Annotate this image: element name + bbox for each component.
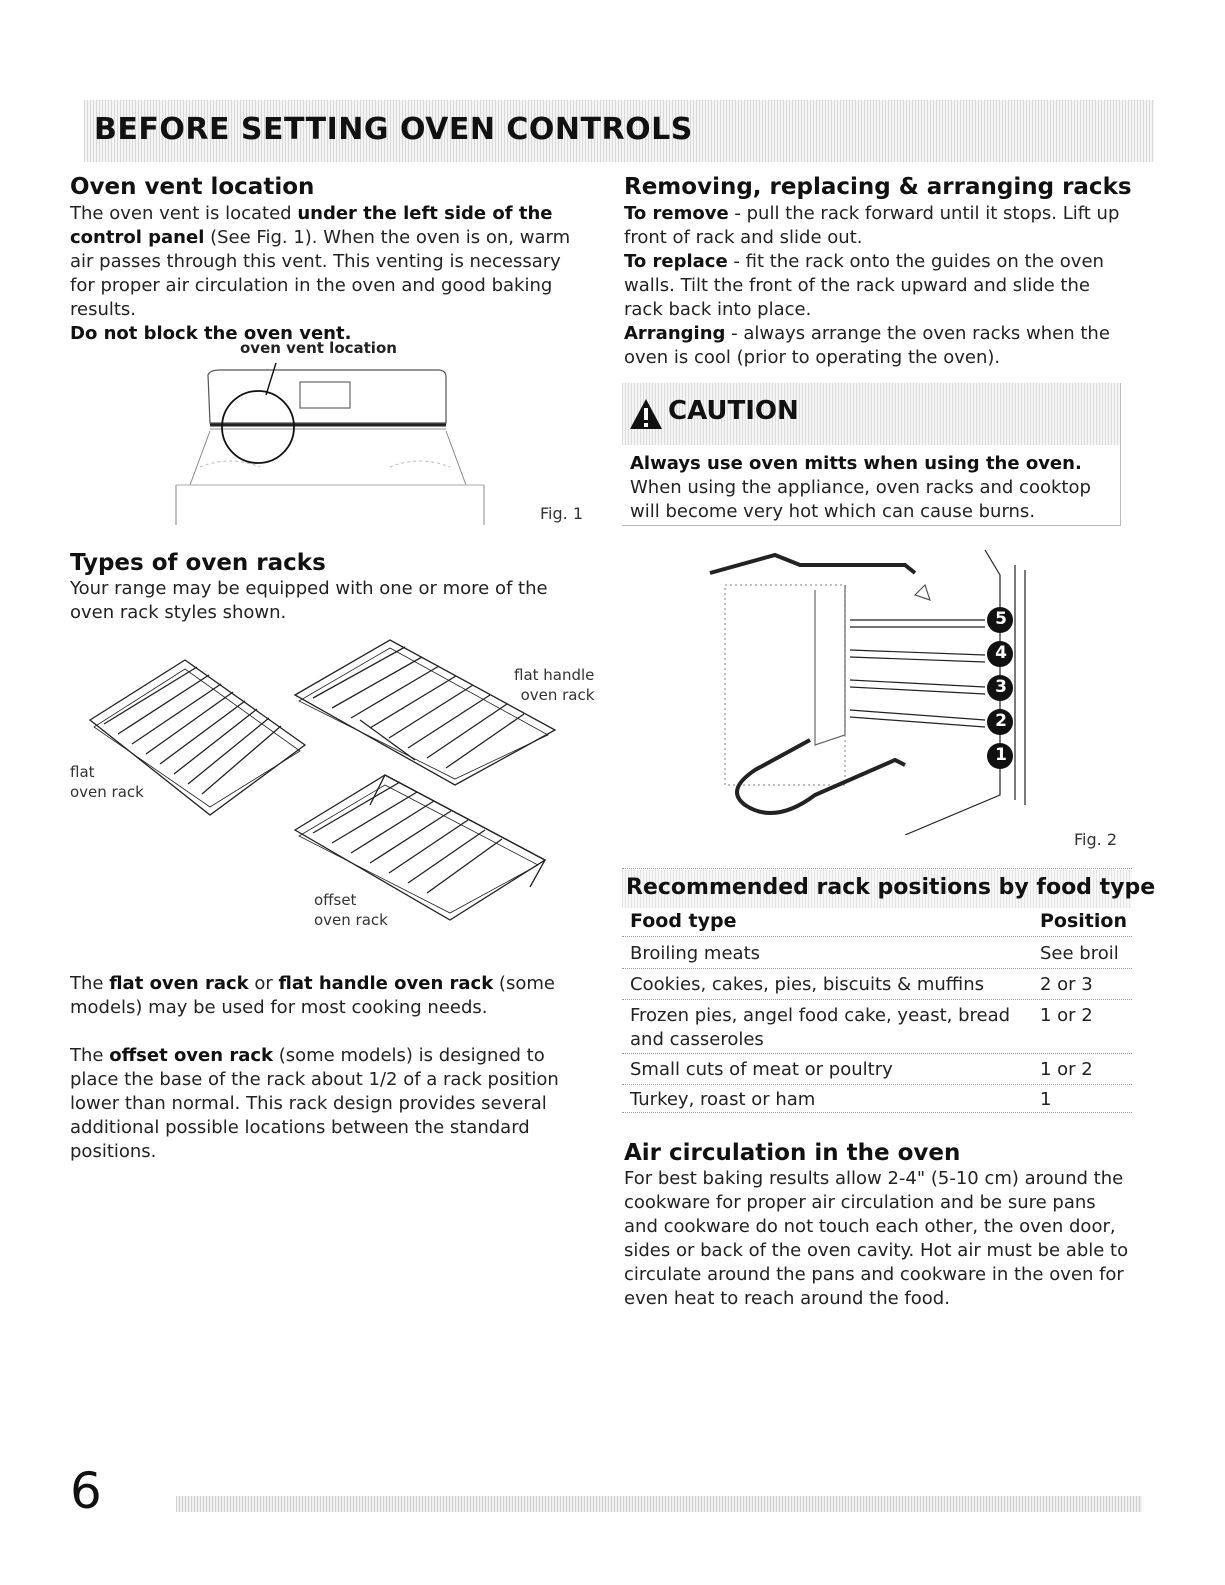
arranging-paragraph: To remove - pull the rack forward until it stops. Lift up front of rack and slide out. To replace - fit the rack onto the guides on the oven walls. Tilt the front of the rack upward and slide the rack back into place. Arranging - always arrange the oven racks when the oven is cool (prior to operating the oven).: [624, 203, 1120, 368]
warning-icon: [628, 397, 664, 431]
table-header-food: Food type: [630, 910, 737, 932]
display-window: [300, 382, 350, 408]
air-paragraph: For best baking results allow 2-4" (5-10 cm) around the cookware for proper air circulation and be sure pans and cookware do not touch each other, the oven door, sides or back of the oven cavity. Hot air must be able to circulate around the pans and cookware in the oven for even heat to reach around the food.: [624, 1168, 1129, 1309]
table-row-position: 1 or 2: [1040, 1005, 1093, 1026]
rack-position-2: 2: [995, 711, 1007, 731]
caution-title: CAUTION: [668, 396, 799, 426]
vent-figure-label: oven vent location: [240, 339, 397, 357]
vent-paragraph: The oven vent is located under the left side of the control panel (See Fig. 1). When the oven is on, warm air passes through this vent. This venting is necessary for proper air circulation in the oven and good baking results. Do not block the oven vent.: [70, 203, 571, 344]
table-row-position: See broil: [1040, 943, 1119, 964]
vent-callout-circle: [222, 391, 294, 463]
table-row-food: Frozen pies, angel food cake, yeast, bread and casseroles: [630, 1005, 1011, 1050]
table-header-position: Position: [1040, 910, 1127, 932]
table-row-food: Broiling meats: [630, 943, 760, 964]
caution-text: Always use oven mitts when using the oven. When using the appliance, oven racks and cooktop will become very hot which can cause burns.: [630, 453, 1091, 522]
page-number: 6: [70, 1462, 102, 1520]
flat-rack-label: flat oven rack: [70, 763, 144, 801]
vent-heading: Oven vent location: [70, 174, 315, 200]
page-title: BEFORE SETTING OVEN CONTROLS: [94, 112, 693, 147]
rack-position-4: 4: [995, 643, 1007, 663]
table-row-food: Small cuts of meat or poultry: [630, 1059, 893, 1080]
flat-handle-rack-label: flat handle oven rack: [514, 666, 595, 704]
fig2-caption: Fig. 2: [1074, 830, 1117, 849]
table-title: Recommended rack positions by food type: [626, 875, 1156, 900]
offset-rack-label: offset oven rack: [314, 891, 388, 929]
rack-position-1: 1: [995, 745, 1007, 765]
air-heading: Air circulation in the oven: [624, 1140, 961, 1166]
table-row-position: 1: [1040, 1089, 1052, 1110]
arranging-heading: Removing, replacing & arranging racks: [624, 174, 1132, 200]
offset-rack-paragraph: The offset oven rack (some models) is designed to place the base of the rack about 1/2 of a rack position lower than normal. This rack design provides several additional possible locations between the standard positions.: [70, 1045, 559, 1162]
cooktop-outline: [190, 431, 466, 485]
oven-vent-figure: [170, 355, 490, 530]
rack-position-3: 3: [995, 677, 1007, 697]
table-row-food: Turkey, roast or ham: [630, 1089, 816, 1110]
fig1-caption: Fig. 1: [540, 504, 583, 523]
footer-bar: [176, 1496, 1142, 1512]
table-row-food: Cookies, cakes, pies, biscuits & muffins: [630, 974, 984, 995]
flat-rack-paragraph: The flat oven rack or flat handle oven rack (some models) may be used for most cooking needs.: [70, 973, 555, 1018]
control-panel-shape: [208, 370, 446, 423]
flat-handle-rack-drawing: [295, 640, 555, 785]
rack-types-intro: Your range may be equipped with one or more of the oven rack styles shown.: [70, 578, 548, 623]
rack-position-5: 5: [995, 609, 1007, 629]
rack-types-heading: Types of oven racks: [70, 550, 326, 576]
vent-callout-pointer: [266, 363, 276, 395]
table-row-position: 2 or 3: [1040, 974, 1093, 995]
table-row-position: 1 or 2: [1040, 1059, 1093, 1080]
